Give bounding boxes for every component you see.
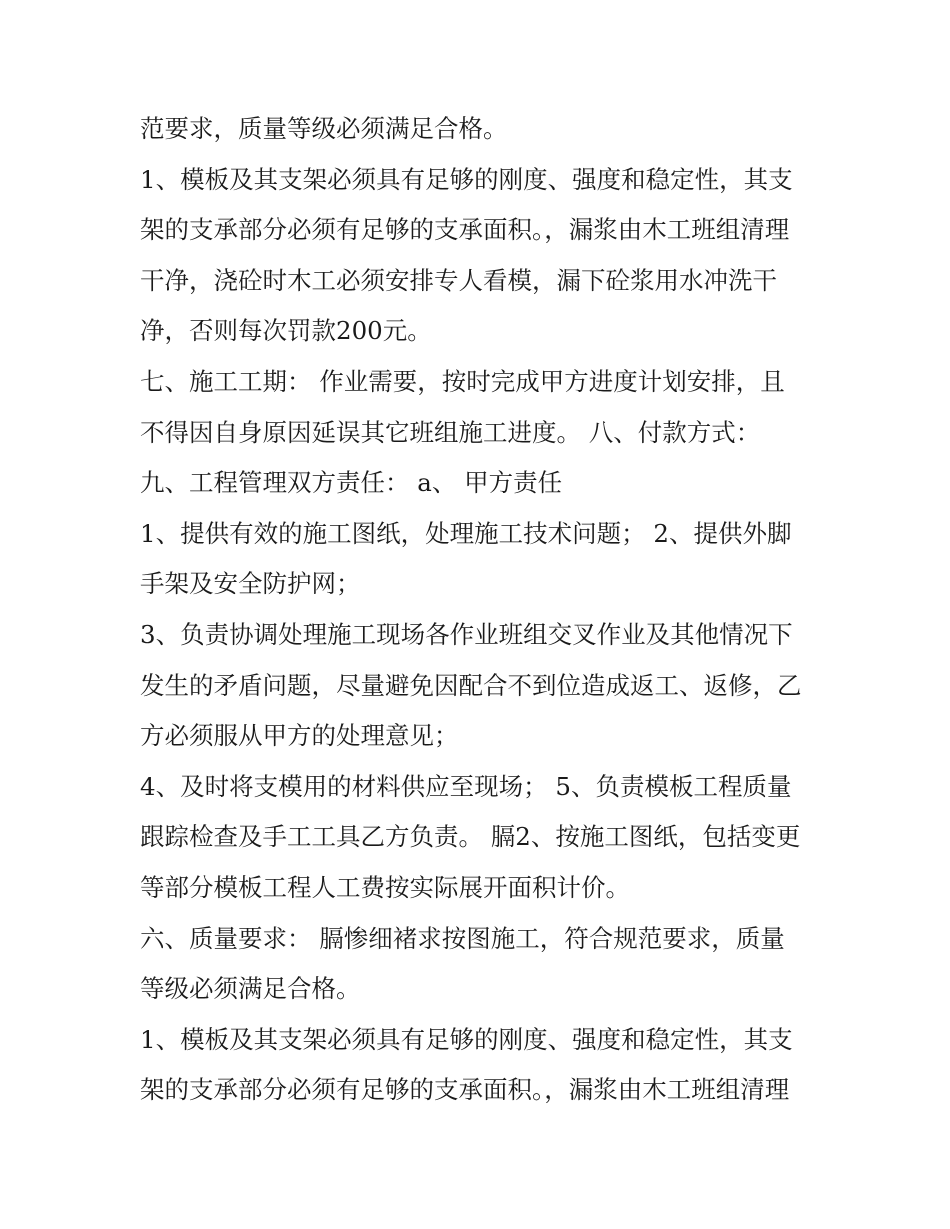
text-line: 1、模板及其支架必须具有足够的刚度、强度和稳定性，其支 [140,1024,793,1054]
text-line: 等级必须满足合格。 [140,974,361,1004]
paragraph [140,762,820,914]
text-line: 1、模板及其支架必须具有足够的刚度、强度和稳定性，其支 [140,164,793,194]
text-line: 六、质量要求： 膈惨细褚求按图施工，符合规范要求，质量 [140,923,785,953]
text-line: 跟踪检查及手工工具乙方负责。 膈2、按施工图纸，包括变更 [140,822,801,852]
text-line: 1、提供有效的施工图纸，处理施工技术问题； 2、提供外脚 [140,518,792,548]
text-line: 不得因自身原因延误其它班组施工进度。 八、付款方式： [140,417,761,447]
text-line: 3、负责协调处理施工现场各作业班组交叉作业及其他情况下 [140,619,793,649]
paragraph [140,104,820,155]
paragraph [140,357,820,458]
text-line: 七、施工工期： 作业需要，按时完成甲方进度计划安排，且 [140,366,785,396]
paragraph [140,155,820,357]
text-line: 范要求，质量等级必须满足合格。 [140,114,508,143]
text-line: 九、工程管理双方责任： a、 甲方责任 [140,468,563,498]
text-line: 干净，浇砼时木工必须安排专人看模，漏下砼浆用水冲洗干 [140,265,777,295]
paragraph [140,914,820,1015]
paragraph [140,458,820,509]
text-line: 等部分模板工程人工费按实际展开面积计价。 [140,872,630,902]
text-line: 架的支承部分必须有足够的支承面积。，漏浆由木工班组清理 [140,1075,790,1105]
text-line: 方必须服从甲方的处理意见； [140,721,459,751]
text-line: 手架及安全防护网； [140,569,361,599]
paragraph [140,610,820,762]
text-line: 架的支承部分必须有足够的支承面积。，漏浆由木工班组清理 [140,215,790,245]
paragraph [140,509,820,610]
text-line: 4、及时将支模用的材料供应至现场； 5、负责模板工程质量 [140,771,792,801]
text-line: 发生的矛盾问题，尽量避免因配合不到位造成返工、返修，乙 [140,670,802,700]
text-line: 净，否则每次罚款200元。 [140,316,432,346]
paragraph [140,1015,820,1116]
document-body [140,104,820,1116]
